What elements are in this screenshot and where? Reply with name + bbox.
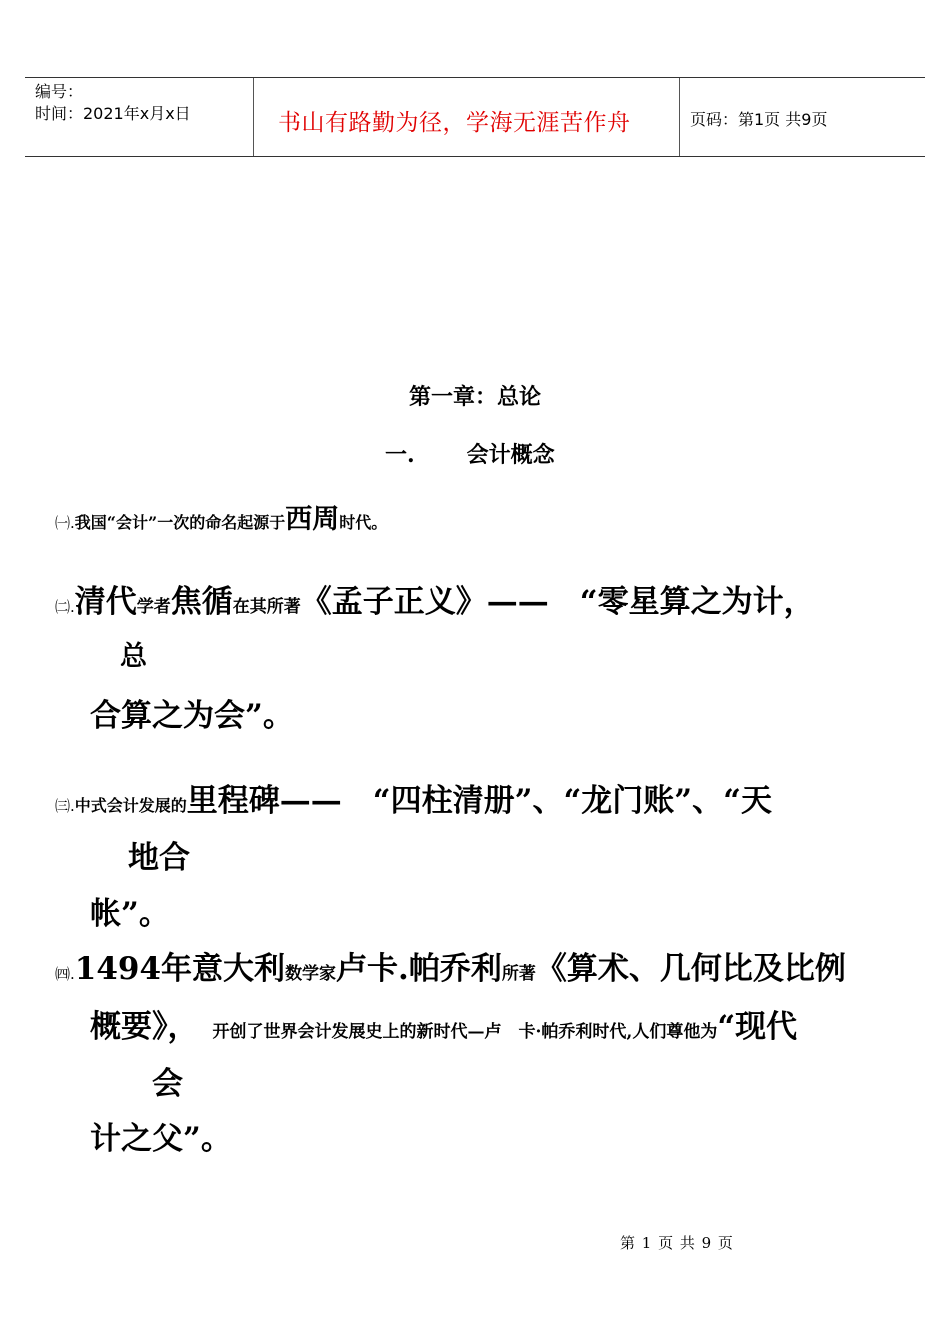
item-2-line-3: 合算之为会”。 — [90, 698, 294, 734]
item-2-text-a: 清代 — [74, 584, 137, 620]
item-2-text-d: 在其所著 — [232, 597, 301, 617]
motto-text: 书山有路勤为径，学海无涯苦作舟 — [278, 110, 631, 136]
header-motto-cell — [253, 78, 680, 156]
item-4-line-1 — [55, 943, 846, 988]
item-1 — [55, 497, 387, 536]
item-4-marker: ㈣. — [55, 965, 75, 983]
item-1-text-b: 西周 — [285, 504, 340, 535]
item-2-line-1 — [55, 576, 815, 621]
document-header — [25, 77, 925, 157]
item-3-line-2: 地合 — [128, 840, 190, 876]
item-2-text-e: 《孟子正义》—— “零星算之为计， — [300, 584, 815, 620]
section-heading — [385, 438, 555, 469]
item-3-text-b: 里程碑—— “四柱清册”、“龙门账”、“天 — [186, 783, 772, 819]
item-4-text-a: 1494年意大利 — [74, 951, 286, 987]
item-3-line-3: 帐”。 — [90, 896, 170, 932]
item-3-text-a: 中式会计发展的 — [74, 796, 187, 815]
item-4-line-3: 会 — [152, 1066, 183, 1102]
header-left-cell — [25, 78, 253, 156]
item-2-text-c: 焦循 — [170, 584, 233, 620]
item-2-text-b: 学者 — [136, 597, 171, 617]
item-4-text-f: 概要》， — [90, 1009, 199, 1045]
item-4-text-e: 《算术、几何比及比例 — [535, 951, 846, 987]
item-3-line-1 — [55, 775, 772, 820]
item-1-marker: ㈠. — [55, 514, 75, 532]
item-4-line-2 — [90, 1001, 797, 1046]
item-3-marker: ㈢. — [55, 797, 75, 815]
item-4-text-b: 数学家 — [285, 964, 337, 984]
item-4-text-g: 开创了世界会计发展史上的新时代—卢 卡·帕乔利时代,人们尊他为 — [212, 1022, 718, 1042]
item-4-text-c: 卢卡.帕乔利 — [336, 951, 502, 987]
serial-number-label: 编号： — [35, 82, 84, 101]
header-page-cell — [680, 78, 925, 156]
time-label: 时间：2021年x月x日 — [35, 104, 191, 123]
item-2-line-2: 总 — [120, 641, 147, 672]
section-number: 一. — [385, 442, 415, 468]
item-1-text-a: 我国“会计”一次的命名起源于 — [74, 513, 286, 532]
item-4-text-d: 所著 — [501, 964, 536, 984]
item-4-text-h: “现代 — [717, 1009, 798, 1045]
header-page-number: 页码：第1页 共9页 — [690, 110, 828, 129]
section-title: 会计概念 — [466, 442, 555, 468]
page-footer: 第 1 页 共 9 页 — [620, 1234, 734, 1252]
item-2-marker: ㈡. — [55, 598, 75, 616]
chapter-title: 第一章：总论 — [408, 384, 541, 410]
item-1-text-c: 时代。 — [339, 513, 388, 532]
item-4-line-4: 计之父”。 — [90, 1121, 232, 1157]
